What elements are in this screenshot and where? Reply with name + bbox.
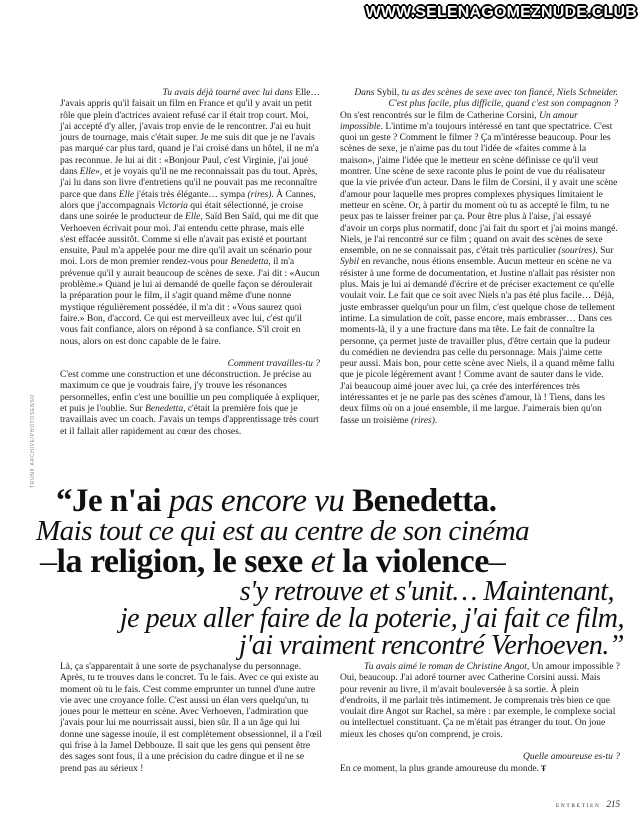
pull-quote-line-4: s'y retrouve et s'unit… Maintenant, bbox=[239, 576, 614, 607]
column-top-left bbox=[60, 88, 320, 438]
pull-quote-line-2: Mais tout ce qui est au centre de son cinéma bbox=[36, 515, 530, 547]
interview-question: Comment travailles-tu ? bbox=[227, 358, 320, 369]
footer-page-number: 215 bbox=[606, 799, 620, 809]
pull-quote-line-5: je peux aller faire de la poterie, j'ai fait ce film, bbox=[119, 603, 624, 634]
interview-answer: C'est comme une construction et une déconstruction. Je précise au maximum ce que je voudrais faire, j'y trouve les résonances personnelles, enfin c'est une bouillie un peu compliquée à expliquer, et puis je l'oublie. Sur Benedetta, c'était la première fois que je travaillais avec un coach. J'avais un temps d'apprentissage très court et il fallait aller rapidement au cœur des choses. bbox=[60, 370, 320, 437]
footer-section-label: ENTRETIEN bbox=[555, 803, 601, 809]
photo-credit: TRUNK ARCHIVE/PHOTOSENSO bbox=[30, 394, 36, 488]
pull-quote bbox=[28, 483, 624, 661]
column-top-right bbox=[340, 88, 618, 427]
interview-answer: On s'est rencontrés sur le film de Catherine Corsini, Un amour impossible. L'intime m'a toujours intéressé en tant que spectatrice. C'est quoi un geste ? Comment le filmer ? Ça m'intéresse beaucoup. Pour les scènes de sexe, je n'aime pas du tout l'idée de «faites comme à la maison», j'aime l'idée que le metteur en scène définisse ce qu'il veut montrer. Une scène de sexe raconte plus le point de vue du réalisateur que la vie privée d'un acteur. Dans le film de Corsini, il y avait une scène d'amour pour laquelle mes propres complexes physiques limitaient le metteur en scène. Or, à partir du moment où tu as accepté le film, tu ne peux pas te laisser freiner par ça. Pour être plus à l'aise, j'ai essayé d'avoir un corps plus normatif, donc j'ai fait du sport et j'ai moins mangé. Niels, je l'ai rencontré sur ce film ; quand on avait des scènes de sexe ensemble, on ne se connaissait pas, c'était très particulier (sourires). Sur Sybil en revanche, nous étions ensemble. Aucun metteur en scène ne va résister à une forme de documentation, et Justine n'allait pas résister non plus. Mais je lui ai demandé d'écrire et de préciser exactement ce qu'elle voulait voir. Le fait que ce soit avec Niels n'a pas été plus facile… Déjà, juste embrasser quelqu'un pour un film, c'est quelque chose de tellement intime. La simulation de coït, passe encore, mais embrasser… Dans ces moments-là, il y a une fracture dans ma tête. Le fait de connaître la personne, ça permet juste de travailler plus, d'être certain que la pudeur du comédien ne deviendra pas celle du personnage. Mais j'aime cette peur aussi. Mais bon, pour cette scène avec Niels, il a quand même fallu que je picole légèrement avant ! Comme avant de sauter dans le vide. J'ai beaucoup aimé jouer avec lui, ça crée des interférences très intéressantes et je ne parle pas des scènes d'amour, là ! Tiens, dans les deux films où on a joué ensemble, il me largue. J'aimerais bien qu'on fasse un troisième (rires). bbox=[340, 110, 618, 426]
pull-quote-line-3: –la religion, le sexe et la violence– bbox=[40, 543, 506, 580]
interview-answer: Oui, beaucoup. J'ai adoré tourner avec Catherine Corsini aussi. Mais pour revenir au livre, il m'avait bouleversée à sa sortie. À plein d'endroits, il me parlait très intimement. Je comprenais très bien ce que voulait dire Angot sur Rachel, sa mère : par exemple, le complexe social ou intellectuel constituant. Ça ne m'était pas étranger du tout. On joue mieux les choses qu'on comprend, je crois. bbox=[340, 673, 616, 740]
interview-answer: Là, ça s'apparentait à une sorte de psychanalyse du personnage. Après, tu te trouves dans le concret. Tu le fais. Avec ce qui existe au moment où tu le fais. C'est comme emprunter un tunnel d'une autre vie avec une croyance folle. C'est aussi un élan vers quelqu'un, tu joues pour le metteur en scène. Avec Verhoeven, l'admiration que j'avais pour lui me nourrissait aussi, bien sûr. Il a un âge qui lui donne une sagesse inouïe, il est complètement obsessionnel, il a l'œil qui frise à la Jamel Debbouze. Il sait que les gens qui pensent être des sages sont fous, il a une précision du cadre dingue et il ne se prend pas au sérieux ! bbox=[60, 662, 322, 774]
watermark-text: WWW.SELENAGOMEZNUDE.CLUB bbox=[365, 4, 637, 21]
column-bottom-left bbox=[60, 662, 322, 775]
interview-question: Quelle amoureuse es-tu ? bbox=[523, 752, 620, 763]
pull-quote-line-6: j'ai vraiment rencontré Verhoeven.” bbox=[238, 630, 624, 661]
interview-answer: J'avais appris qu'il faisait un film en France et qu'il y avait un petit rôle que plein d'actrices avaient refusé car il était trop court. Moi, j'ai accepté d'y aller, j'avais trop envie de le rencontrer. J'ai eu huit jours de tournage, mais c'était super. Je me suis dit que je ne l'avais pas marqué car plus tard, quand je l'ai croisé dans un hôtel, il ne m'a pas reconnue. Je lui ai dit : «Bonjour Paul, c'est Virginie, j'ai joué dans Elle», et je voyais qu'il ne me reconnaissait pas du tout. Après, j'ai lu dans son livre d'entretiens qu'il ne pouvait pas me reconnaître parce que dans Elle j'étais très élégante… sympa (rires). À Cannes, alors que j'accompagnais Victoria qui était sélectionné, je croise dans une soirée le producteur de Elle, Saïd Ben Saïd, qui me dit que Verhoeven écrivait pour moi. J'ai entendu cette phrase, mais elle s'est effacée aussitôt. Comme si elle n'avait pas existé et pourtant ensuite, Paul m'a appelée pour me dire qu'il avait un scénario pour moi. Lors de mon premier rendez-vous pour Benedetta, il m'a prévenue qu'il y aurait beaucoup de scènes de sexe. J'ai dit : «Aucun problème.» Quand je lui ai demandé de quelle façon se déroulerait la préparation pour le film, il s'agit quand même d'une nonne mystique régulièrement possédée, il m'a dit : «Vous saurez quoi faire.» Bon, d'accord. Ce qui est merveilleux avec lui, c'est qu'il vous fait confiance, alors on répond à sa confiance. S'il croit en nous, alors on est donc capable de le faire. bbox=[60, 99, 320, 347]
pull-quote-line-1: “Je n'ai pas encore vu Benedetta. bbox=[56, 483, 497, 519]
interview-question: Tu avais aimé le roman de Christine Angot, Un amour impossible ? bbox=[364, 662, 620, 672]
interview-question: Dans Sybil, tu as des scènes de sexe avec ton fiancé, Niels Schneider. C'est plus facile, plus difficile, quand c'est son compagnon ? bbox=[354, 88, 618, 110]
interview-answer: En ce moment, la plus grande amoureuse du monde. Ŧ bbox=[340, 764, 547, 775]
column-bottom-right bbox=[340, 662, 620, 776]
page-footer bbox=[556, 799, 620, 809]
interview-question: Tu avais déjà tourné avec lui dans Elle… bbox=[162, 88, 320, 98]
